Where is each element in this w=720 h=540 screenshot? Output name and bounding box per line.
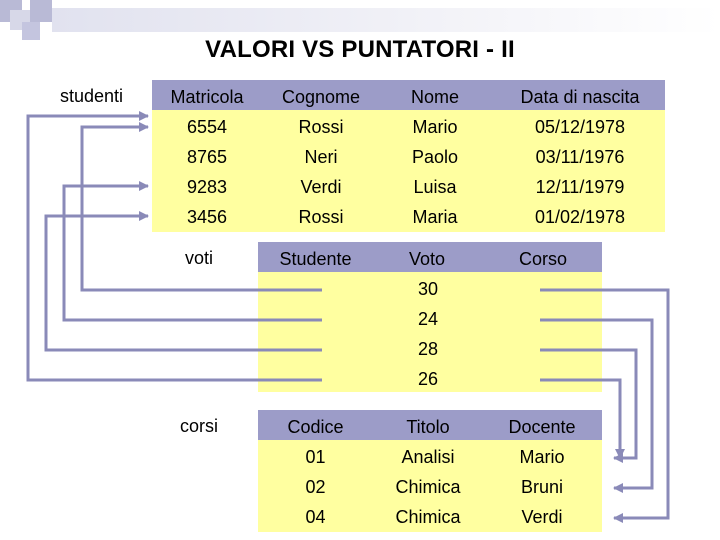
arrow-voto-row2-to-studente <box>64 186 322 320</box>
studenti-cell: 8765 <box>186 147 228 167</box>
studenti-cell: 05/12/1978 <box>534 117 626 137</box>
page-title: VALORI VS PUNTATORI - II <box>205 36 515 63</box>
studenti-header-cognome: Cognome <box>281 87 361 107</box>
studenti-cell: Rossi <box>298 207 344 227</box>
studenti-cell: Paolo <box>411 147 459 167</box>
corsi-header-docente: Docente <box>508 417 576 437</box>
voti-header-studente: Studente <box>279 249 352 269</box>
arrow-voto-row1-to-studente <box>82 127 322 290</box>
voti-label: voti <box>185 248 214 268</box>
studenti-header-data-nascita: Data di nascita <box>520 87 640 107</box>
studenti-cell: Rossi <box>298 117 344 137</box>
arrow-corso-row3-to-corsi <box>540 350 636 458</box>
corsi-cell: Bruni <box>520 477 564 497</box>
corsi-header-codice: Codice <box>287 417 344 437</box>
corsi-cell: Verdi <box>521 507 563 527</box>
studenti-cell: Mario <box>412 117 458 137</box>
studenti-cell: 12/11/1979 <box>535 177 625 197</box>
studenti-cell: Verdi <box>300 177 342 197</box>
corsi-cell: 01 <box>305 447 326 467</box>
corsi-header-titolo: Titolo <box>406 417 450 437</box>
voti-header-voto: Voto <box>408 249 446 269</box>
voti-voto-cell: 28 <box>417 339 439 359</box>
studenti-cell: Neri <box>304 147 338 167</box>
studenti-cell: 6554 <box>186 117 228 137</box>
studenti-cell: 9283 <box>186 177 228 197</box>
arrow-corso-row4-to-corsi <box>540 380 620 458</box>
studenti-header-matricola: Matricola <box>170 87 244 107</box>
studenti-header-nome: Nome <box>410 87 459 107</box>
voti-header-corso: Corso <box>518 249 567 269</box>
corsi-cell: Chimica <box>395 507 461 527</box>
studenti-cell: 3456 <box>186 207 228 227</box>
corsi-cell: Mario <box>519 447 565 467</box>
studenti-cell: Luisa <box>413 177 457 197</box>
corsi-cell: 02 <box>305 477 326 497</box>
studenti-cell: 03/11/1976 <box>535 147 625 167</box>
corsi-cell: Chimica <box>395 477 461 497</box>
studenti-cell: 01/02/1978 <box>534 207 626 227</box>
corsi-cell: Analisi <box>401 447 455 467</box>
studenti-label: studenti <box>60 86 124 106</box>
corsi-cell: 04 <box>305 507 326 527</box>
arrow-voto-row4-to-studente <box>28 116 322 380</box>
voti-voto-cell: 24 <box>417 309 439 329</box>
voti-voto-cell: 26 <box>417 369 439 389</box>
arrow-voto-row3-to-studente <box>46 216 322 350</box>
corsi-label: corsi <box>180 416 219 436</box>
arrow-corso-row1-to-corsi <box>540 290 668 518</box>
voti-voto-cell: 30 <box>417 279 439 299</box>
studenti-cell: Maria <box>412 207 458 227</box>
